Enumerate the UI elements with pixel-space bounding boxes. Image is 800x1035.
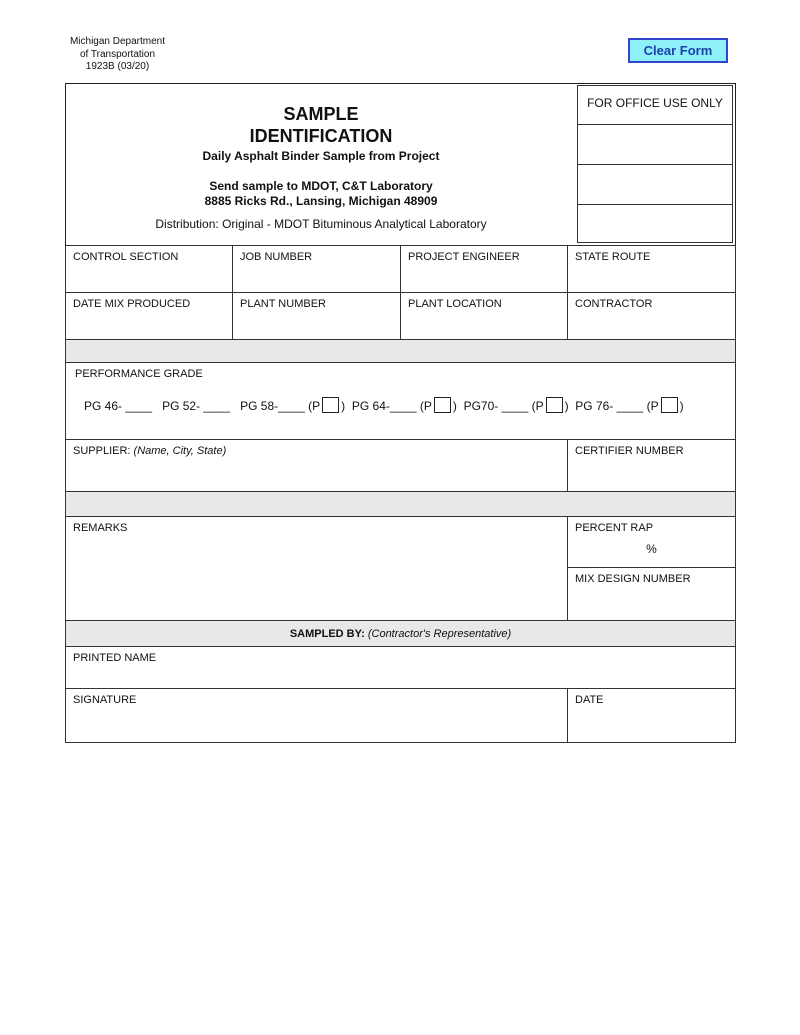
paren: ) [679, 399, 684, 413]
pg76-checkbox[interactable] [661, 397, 678, 413]
office-field-1[interactable] [577, 124, 733, 165]
paren: ) [341, 399, 346, 413]
remarks-field[interactable]: REMARKS [65, 516, 568, 621]
percent-sign: % [646, 542, 657, 556]
date-field[interactable]: DATE [567, 688, 736, 743]
plant-number-field[interactable]: PLANT NUMBER [232, 292, 401, 340]
percent-rap-field[interactable] [567, 516, 736, 568]
grade-options [84, 397, 684, 413]
agency-name: Michigan Department [69, 36, 166, 47]
performance-grade-section: PERFORMANCE GRADE [65, 362, 736, 440]
signature-field[interactable]: SIGNATURE [65, 688, 568, 743]
paren: ) [564, 399, 569, 413]
office-field-2[interactable] [577, 164, 733, 205]
agency-header [40, 36, 195, 74]
printed-name-field[interactable]: PRINTED NAME [65, 646, 736, 689]
pg46-field[interactable]: PG 46- ____ [84, 399, 153, 413]
office-field-3[interactable] [577, 204, 733, 243]
form-number: 1923B (03/20) [85, 61, 150, 72]
state-route-field[interactable]: STATE ROUTE [567, 245, 736, 293]
agency-name-2: of Transportation [79, 48, 156, 60]
percent-rap-label: PERCENT RAP [575, 522, 654, 534]
send-address: 8885 Ricks Rd., Lansing, Michigan 48909 [204, 194, 438, 208]
plant-location-field[interactable]: PLANT LOCATION [400, 292, 568, 340]
supplier-field[interactable] [65, 439, 568, 492]
pg70-field[interactable]: PG70- ____ (P [463, 399, 544, 413]
control-section-field[interactable]: CONTROL SECTION [65, 245, 233, 293]
title-line1: SAMPLE [283, 104, 359, 124]
distribution: Distribution: Original - MDOT Bituminous Analytical Laboratory [155, 217, 487, 231]
date-mix-produced-field[interactable]: DATE MIX PRODUCED [65, 292, 233, 340]
certifier-number-field[interactable]: CERTIFIER NUMBER [567, 439, 736, 492]
pg64-checkbox[interactable] [434, 397, 451, 413]
pg76-field[interactable]: PG 76- ____ (P [575, 399, 659, 413]
pg70-checkbox[interactable] [546, 397, 563, 413]
separator-band [65, 491, 736, 517]
paren: ) [452, 399, 457, 413]
contractor-field[interactable]: CONTRACTOR [567, 292, 736, 340]
supplier-label: SUPPLIER: [73, 445, 131, 457]
pg58-checkbox[interactable] [322, 397, 339, 413]
supplier-hint: (Name, City, State) [133, 445, 227, 457]
clear-form-button[interactable]: Clear Form [628, 38, 728, 63]
office-use-label: FOR OFFICE USE ONLY [577, 85, 733, 125]
project-engineer-field[interactable]: PROJECT ENGINEER [400, 245, 568, 293]
subtitle: Daily Asphalt Binder Sample from Project [202, 149, 440, 163]
title-block [66, 103, 576, 231]
separator-band [65, 339, 736, 363]
title-line2: IDENTIFICATION [249, 126, 393, 146]
job-number-field[interactable]: JOB NUMBER [232, 245, 401, 293]
sampled-by-hint: (Contractor's Representative) [367, 628, 512, 640]
mix-design-number-field[interactable]: MIX DESIGN NUMBER [567, 567, 736, 621]
sampled-by-header [65, 620, 736, 647]
sampled-by-label: SAMPLED BY: [289, 628, 365, 640]
send-to: Send sample to MDOT, C&T Laboratory [209, 179, 433, 193]
pg64-field[interactable]: PG 64-____ (P [351, 399, 432, 413]
pg52-field[interactable]: PG 52- ____ [162, 399, 231, 413]
pg58-field[interactable]: PG 58-____ (P [240, 399, 321, 413]
